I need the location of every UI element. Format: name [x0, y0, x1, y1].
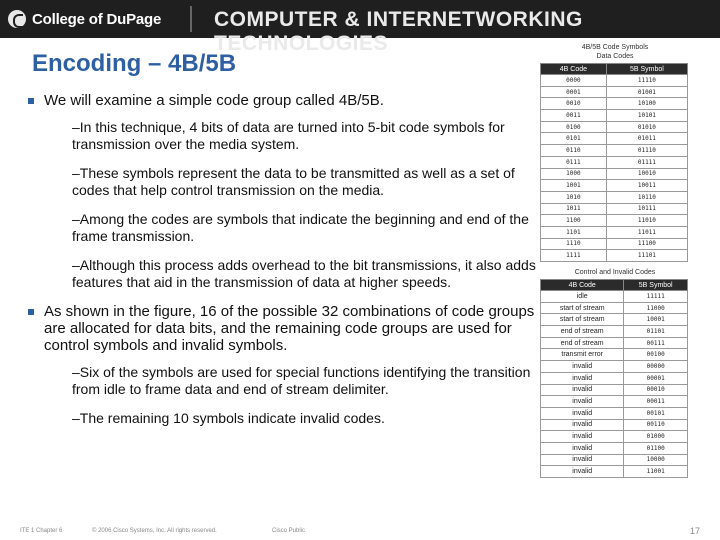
- symbol-5b-cell: 01101: [624, 326, 688, 338]
- table-row: [541, 361, 688, 373]
- figure-title: 4B/5B Code Symbols: [581, 44, 649, 51]
- code-4b-cell: end of stream: [541, 326, 624, 338]
- table-row: [541, 384, 688, 396]
- code-4b-cell: transmit error: [541, 349, 624, 361]
- table-row: [541, 314, 688, 326]
- code-4b-cell: invalid: [541, 454, 624, 466]
- code-4b-cell: 0110: [541, 145, 607, 157]
- symbol-5b-cell: 11001: [624, 466, 688, 478]
- code-4b-cell: 1000: [541, 168, 607, 180]
- symbol-5b-cell: 00011: [624, 396, 688, 408]
- table-row: [541, 337, 688, 349]
- symbol-5b-cell: 10011: [606, 180, 687, 192]
- college-logo-icon: [8, 10, 26, 28]
- symbol-5b-cell: 11000: [624, 302, 688, 314]
- sub-bullet: –The remaining 10 symbols indicate invalid codes.: [72, 410, 385, 426]
- code-4b-cell: 1010: [541, 191, 607, 203]
- bullet-text: We will examine a simple code group called 4B/5B.: [44, 92, 384, 109]
- bullet-2: [28, 303, 538, 354]
- column-header: 5B Symbol: [624, 280, 688, 291]
- college-logo: [8, 7, 161, 31]
- symbol-5b-cell: 00000: [624, 361, 688, 373]
- table-row: [541, 419, 688, 431]
- slide-content: [28, 92, 538, 439]
- page-number: 17: [689, 526, 700, 536]
- code-4b-cell: 1100: [541, 215, 607, 227]
- table-row: [541, 215, 688, 227]
- table-row: [541, 180, 688, 192]
- code-4b-cell: 0100: [541, 121, 607, 133]
- table-row: [541, 431, 688, 443]
- code-4b-cell: end of stream: [541, 337, 624, 349]
- symbol-5b-cell: 10111: [606, 203, 687, 215]
- table-row: [541, 238, 688, 250]
- sub-bullet: –Although this process adds overhead to the bit transmissions, it also adds features that aid in the transmission of data at higher speeds.: [72, 257, 536, 290]
- table-row: [541, 75, 688, 87]
- table-row: [541, 145, 688, 157]
- code-4b-cell: idle: [541, 291, 624, 303]
- table-row: [541, 466, 688, 478]
- bullet-marker: [28, 98, 34, 104]
- code-4b-cell: 1111: [541, 250, 607, 262]
- symbol-5b-cell: 01110: [606, 145, 687, 157]
- code-4b-cell: 0001: [541, 86, 607, 98]
- code-4b-cell: 0011: [541, 110, 607, 122]
- footer-chapter: ITE 1 Chapter 6: [20, 528, 63, 534]
- sub-bullet: –Among the codes are symbols that indicate the beginning and end of the frame transmission.: [72, 211, 529, 244]
- slide-title: Encoding – 4B/5B: [32, 50, 237, 77]
- bullet-text: As shown in the figure, 16 of the possible 32 combinations of code groups are allocated for data bits, and the remaining code groups are used for control symbols and invalid symbols.: [44, 303, 535, 354]
- table-row: [541, 302, 688, 314]
- footer-classification: Cisco Public: [272, 528, 306, 534]
- code-4b-cell: 0101: [541, 133, 607, 145]
- code-4b-cell: 1110: [541, 238, 607, 250]
- code-4b-cell: 1101: [541, 226, 607, 238]
- control-codes-title: Control and Invalid Codes: [574, 269, 656, 276]
- symbol-5b-cell: 00111: [624, 337, 688, 349]
- symbol-5b-cell: 00110: [624, 419, 688, 431]
- data-codes-table: [540, 63, 688, 262]
- bullet-marker: [28, 309, 34, 315]
- table-row: [541, 396, 688, 408]
- table-row: [541, 442, 688, 454]
- code-4b-cell: 1001: [541, 180, 607, 192]
- table-row: [541, 349, 688, 361]
- code-4b-cell: invalid: [541, 442, 624, 454]
- table-row: [541, 156, 688, 168]
- symbol-5b-cell: 10000: [624, 454, 688, 466]
- bullet-1: [28, 92, 538, 109]
- symbol-5b-cell: 10101: [606, 110, 687, 122]
- symbol-5b-cell: 10001: [624, 314, 688, 326]
- sub-bullet: –These symbols represent the data to be transmitted as well as a set of codes that help control transmission on the media.: [72, 165, 515, 198]
- table-row: [541, 372, 688, 384]
- symbol-5b-cell: 11101: [606, 250, 687, 262]
- table-row: [541, 226, 688, 238]
- code-4b-cell: 0000: [541, 75, 607, 87]
- code-4b-cell: invalid: [541, 466, 624, 478]
- column-header: 4B Code: [541, 280, 624, 291]
- header-title: COMPUTER & INTERNETWORKING TECHNOLOGIES: [214, 8, 583, 55]
- code-4b-cell: invalid: [541, 419, 624, 431]
- table-row: [541, 454, 688, 466]
- code-4b-cell: invalid: [541, 361, 624, 373]
- code-4b-cell: invalid: [541, 407, 624, 419]
- table-row: [541, 291, 688, 303]
- footer-copyright: © 2006 Cisco Systems, Inc. All rights reserved.: [92, 528, 217, 534]
- code-4b-cell: start of stream: [541, 314, 624, 326]
- symbol-5b-cell: 00101: [624, 407, 688, 419]
- table-row: [541, 326, 688, 338]
- symbol-5b-cell: 10100: [606, 98, 687, 110]
- symbol-5b-cell: 11110: [606, 75, 687, 87]
- logo-text: College of DuPage: [32, 10, 162, 28]
- code-4b-cell: invalid: [541, 396, 624, 408]
- symbol-5b-cell: 01000: [624, 431, 688, 443]
- table-row: [541, 168, 688, 180]
- symbol-5b-cell: 01100: [624, 442, 688, 454]
- code-symbols-figure: [540, 44, 690, 478]
- table-row: [541, 191, 688, 203]
- table-row: [541, 110, 688, 122]
- symbol-5b-cell: 00001: [624, 372, 688, 384]
- code-4b-cell: 0010: [541, 98, 607, 110]
- table-row: [541, 203, 688, 215]
- table-row: [541, 86, 688, 98]
- symbol-5b-cell: 11011: [606, 226, 687, 238]
- symbol-5b-cell: 00100: [624, 349, 688, 361]
- table-row: [541, 98, 688, 110]
- symbol-5b-cell: 11010: [606, 215, 687, 227]
- column-header: 4B Code: [541, 64, 607, 75]
- symbol-5b-cell: 01010: [606, 121, 687, 133]
- table-row: [541, 121, 688, 133]
- header-divider: [190, 6, 192, 32]
- code-4b-cell: invalid: [541, 431, 624, 443]
- sub-bullet: –In this technique, 4 bits of data are turned into 5-bit code symbols for transmission over the media system.: [72, 119, 505, 152]
- symbol-5b-cell: 10010: [606, 168, 687, 180]
- data-codes-title: Data Codes: [596, 53, 634, 60]
- symbol-5b-cell: 11100: [606, 238, 687, 250]
- code-4b-cell: start of stream: [541, 302, 624, 314]
- control-codes-table: [540, 279, 688, 478]
- symbol-5b-cell: 01111: [606, 156, 687, 168]
- symbol-5b-cell: 00010: [624, 384, 688, 396]
- code-4b-cell: 0111: [541, 156, 607, 168]
- code-4b-cell: 1011: [541, 203, 607, 215]
- symbol-5b-cell: 01001: [606, 86, 687, 98]
- table-row: [541, 407, 688, 419]
- table-row: [541, 133, 688, 145]
- code-4b-cell: invalid: [541, 384, 624, 396]
- code-4b-cell: invalid: [541, 372, 624, 384]
- symbol-5b-cell: 01011: [606, 133, 687, 145]
- symbol-5b-cell: 10110: [606, 191, 687, 203]
- table-row: [541, 250, 688, 262]
- column-header: 5B Symbol: [606, 64, 687, 75]
- symbol-5b-cell: 11111: [624, 291, 688, 303]
- sub-bullet: –Six of the symbols are used for special functions identifying the transition from idle to frame data and end of stream delimiter.: [72, 364, 531, 397]
